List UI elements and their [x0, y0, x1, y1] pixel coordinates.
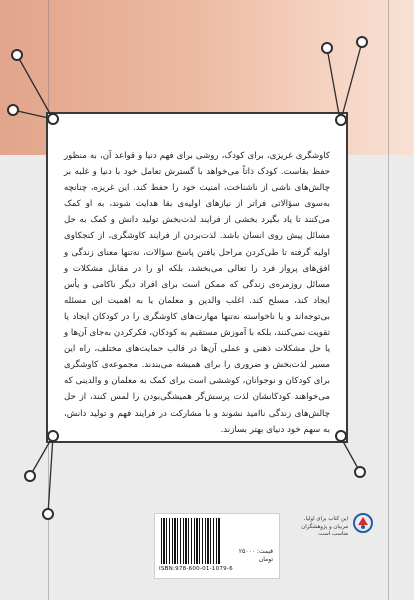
back-cover-text [64, 148, 330, 435]
connector-node [356, 36, 368, 48]
corner-node [47, 430, 59, 442]
corner-node [47, 113, 59, 125]
isbn-number: ISBN:978-600-01-1079-6 [159, 566, 233, 572]
publisher-note: این کتاب برای اولیا، مربیان و پژوهشگران مناسب است. [301, 516, 348, 537]
price-value: ۲۵۰۰۰ تومان [238, 548, 273, 563]
barcode-box [154, 513, 280, 579]
connector-node [321, 42, 333, 54]
connector-node [24, 470, 36, 482]
barcode-icon [161, 518, 221, 564]
price-label: قیمت: [256, 548, 273, 555]
price [223, 548, 273, 564]
body-paragraph: کاوشگری غریزی، برای کودک، روشی برای فهم دنیا و قواعد آن، به منظور حفظ بقاست. کودک ذاتاً می‌خواهد با گسترش تعامل خود با دنیا و غلبه بر چالش‌های ناشی از ناشناخت، امنیت خود را حفظ کند. این غریزه، چنانچه به‌سوی سؤالاتی فراتر از نیازهای اولیه‌ی بقا هدایت شوند، به او کمک می‌کنند تا یاد بگیرد بخشی از فرایند لذت‌بخش تولید دانش و کمک به حل مسائل پیش روی انسان باشد. لذت‌بردن از فرایند کاوشگری، از کنجکاوی اولیه گرفته تا طی‌کردن مراحل یافتن پاسخ سؤالات، نه‌تنها معنای زندگی و افق‌های پرواز فرد را تعالی می‌بخشد، بلکه او را در مقابل مشکلات و مسائل روزمره‌ی زندگی که ممکن است برای افراد دیگر ناکامی و یأس ایجاد کند، مسلح کند. اغلب والدین و معلمان یا به اهمیت این مسئله بی‌توجه‌اند و یا ناخواسته نه‌تنها مهارت‌های کاوشگری را در کودکان ایجاد یا تقویت نمی‌کنند، بلکه با آموزش مستقیم به کودکان، فکرکردن به‌جای آن‌ها و یا حل مشکلات ذهنی و عملی آن‌ها در قالب حمایت‌های مختلف، راه این مسیر لذت‌بخش و ضروری را برای همیشه می‌بندند. مجموعه‌ی کاوشگری برای کودکان و نوجوانان، کوششی است برای کمک به معلمان و والدینی که می‌خواهند کودکانشان لذت پرسش‌گر همیشگی‌بودن را لمس کنند، از حل چالش‌های زندگی ناامید نشوند و با مشارکت در فرایند فهم و تولید دانش، به سهم خود دنیای بهتر بسازند. [64, 151, 330, 435]
fold-line-right [388, 0, 389, 600]
connector-node [354, 466, 366, 478]
connector-node [42, 508, 54, 520]
corner-node [335, 114, 347, 126]
connector-node [11, 49, 23, 61]
corner-node [335, 430, 347, 442]
connector-node [7, 104, 19, 116]
publisher-logo-icon [352, 512, 374, 534]
